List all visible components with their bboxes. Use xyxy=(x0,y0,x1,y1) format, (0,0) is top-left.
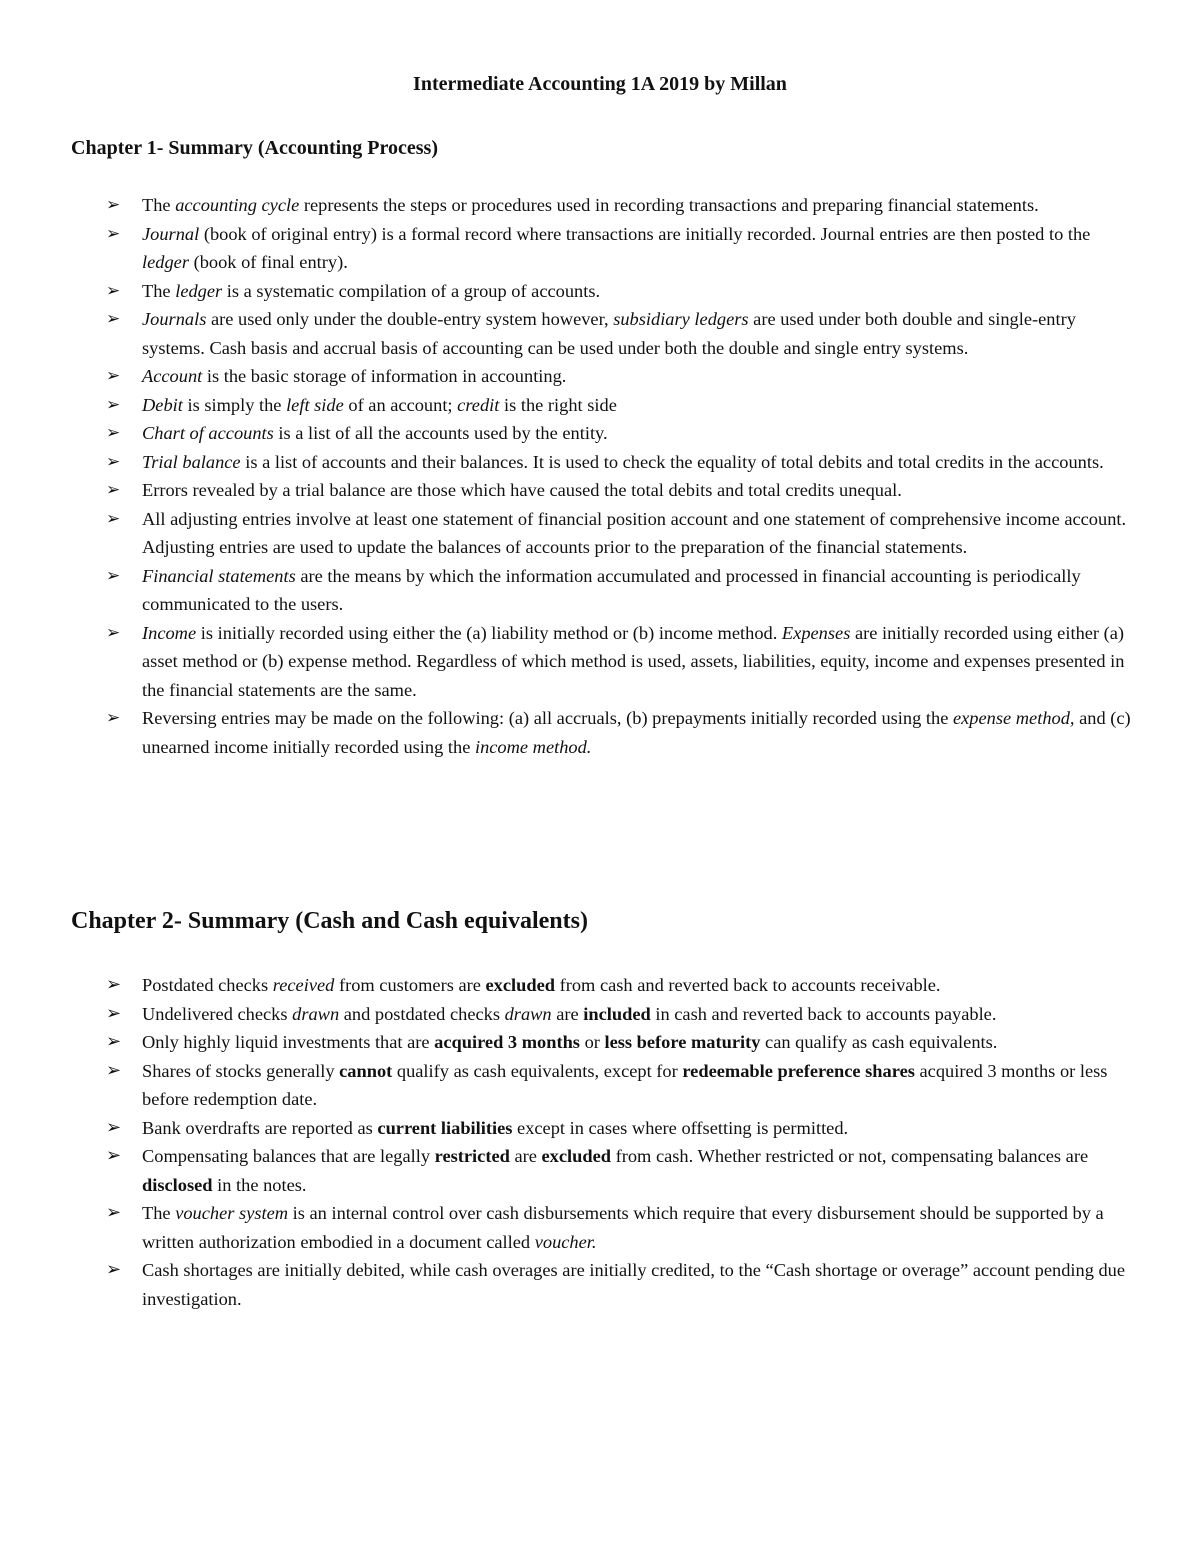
bullet-text: can qualify as cash equivalents. xyxy=(760,1032,998,1052)
bullet-text: are xyxy=(509,1146,542,1166)
bullet-text: Reversing entries may be made on the following: (a) all accruals, (b) prepayments initially recorded using the xyxy=(142,708,953,728)
bullet-text: and (c) unearned income initially recorded using the xyxy=(142,708,1131,757)
italic-term: ledger xyxy=(142,252,189,272)
bullet-text: is a list of all the accounts used by the entity. xyxy=(273,423,608,443)
chapter-1-bullet-item xyxy=(0,704,1200,761)
arrowhead-bullet-icon: ➢ xyxy=(106,309,121,329)
italic-term: Account xyxy=(142,366,203,386)
italic-term: ledger xyxy=(175,280,223,301)
bullet-text: is an internal control over cash disbursements which require that every disbursement should be supported by a written authorization embodied in a document called xyxy=(142,1203,1104,1252)
bullet-text: Postdated checks xyxy=(142,975,273,995)
chapter-1-bullet-item xyxy=(0,505,1200,562)
italic-term: left side xyxy=(286,394,344,415)
chapter-1-bullet-item xyxy=(0,277,1200,306)
arrowhead-bullet-icon: ➢ xyxy=(106,974,122,995)
arrowhead-bullet-icon: ➢ xyxy=(106,508,121,529)
bullet-text: Compensating balances that are legally xyxy=(142,1146,435,1166)
chapter-1-bullet-item xyxy=(0,362,1200,391)
italic-term: Expenses xyxy=(781,622,851,643)
chapter-1-bullet-item xyxy=(0,476,1200,505)
bullet-text: The xyxy=(142,1203,176,1223)
bullet-text: or xyxy=(579,1032,605,1052)
chapter-1-bullet-item xyxy=(0,619,1200,705)
bullet-text: Shares of stocks generally xyxy=(142,1060,340,1081)
bullet-text: Cash shortages are initially debited, while cash overages are initially credited, to the “Cash shortage or overage” account pending due investigation. xyxy=(142,1260,1126,1309)
chapter-2-bullet-item xyxy=(0,971,1200,1000)
arrowhead-bullet-icon: ➢ xyxy=(106,366,121,386)
arrowhead-bullet-icon: ➢ xyxy=(106,565,121,586)
bold-term: redeemable preference shares xyxy=(682,1060,915,1081)
bullet-text: are initially recorded using either (a) asset method or (b) expense method. Regardless of which method is used, assets, liabilities, equity, income and expenses presented in the financial statements are the same. xyxy=(142,622,1125,700)
chapter-2-heading: Chapter 2- Summary (Cash and Cash equivalents) xyxy=(71,908,588,934)
italic-term: Trial balance xyxy=(142,451,241,472)
italic-term: Journal xyxy=(142,223,200,244)
arrowhead-bullet-icon: ➢ xyxy=(106,423,121,443)
arrowhead-bullet-icon: ➢ xyxy=(106,280,121,301)
italic-term: voucher system xyxy=(175,1203,289,1223)
italic-term: accounting cycle xyxy=(175,195,300,215)
arrowhead-bullet-icon: ➢ xyxy=(106,622,121,643)
bold-term: acquired 3 months xyxy=(434,1032,580,1052)
italic-term: Chart of accounts xyxy=(142,423,274,443)
bullet-text: are xyxy=(551,1003,584,1024)
chapter-2-bullet-item xyxy=(0,1199,1200,1256)
arrowhead-bullet-icon: ➢ xyxy=(106,394,121,415)
arrowhead-bullet-icon: ➢ xyxy=(106,1202,122,1223)
bullet-text: in cash and reverted back to accounts payable. xyxy=(650,1003,997,1024)
italic-term: Income xyxy=(142,622,197,643)
chapter-1-bullet-item xyxy=(0,562,1200,619)
italic-term: received xyxy=(272,975,335,995)
arrowhead-bullet-icon: ➢ xyxy=(106,195,121,215)
bullet-text: except in cases where offsetting is permitted. xyxy=(512,1117,849,1138)
chapter-2-bullet-item xyxy=(0,1142,1200,1199)
bullet-text: All adjusting entries involve at least one statement of financial position account and one statement of comprehensive income account. Adjusting entries are used to update the balances of accounts prior to the preparation of the financial statements. xyxy=(142,508,1127,557)
chapter-1-bullet-item xyxy=(0,305,1200,362)
bold-term: less before maturity xyxy=(604,1032,761,1052)
bullet-text: The xyxy=(142,195,176,215)
bullet-text: of an account; xyxy=(343,394,458,415)
italic-term: income method. xyxy=(474,736,592,757)
bold-term: disclosed xyxy=(142,1174,213,1195)
italic-term: Debit xyxy=(142,394,183,415)
bold-term: restricted xyxy=(434,1146,510,1166)
chapter-1-bullet-item xyxy=(0,448,1200,477)
bullet-text: from cash and reverted back to accounts receivable. xyxy=(555,975,941,995)
chapter-2-bullet-item xyxy=(0,1114,1200,1143)
arrowhead-bullet-icon: ➢ xyxy=(106,223,121,244)
chapter-2-bullet-item xyxy=(0,1057,1200,1114)
arrowhead-bullet-icon: ➢ xyxy=(106,1145,122,1166)
bold-term: current liabilities xyxy=(377,1117,513,1138)
arrowhead-bullet-icon: ➢ xyxy=(106,480,121,500)
italic-term: voucher. xyxy=(534,1231,597,1252)
bullet-text: is simply the xyxy=(182,394,287,415)
bullet-text: Errors revealed by a trial balance are those which have caused the total debits and total credits unequal. xyxy=(142,480,902,500)
bold-term: included xyxy=(583,1003,651,1024)
bullet-text: is initially recorded using either the (a) liability method or (b) income method. xyxy=(196,622,782,643)
bullet-text: Bank overdrafts are reported as xyxy=(142,1117,378,1138)
italic-term: subsidiary ledgers xyxy=(613,309,749,329)
chapter-1-bullet-item xyxy=(0,220,1200,277)
bullet-text: is a list of accounts and their balances. It is used to check the equality of total debits and total credits in the accounts. xyxy=(240,451,1104,472)
bullet-text: are used only under the double-entry system however, xyxy=(206,309,614,329)
chapter-1-bullet-item xyxy=(0,191,1200,220)
bullet-text: represents the steps or procedures used in recording transactions and preparing financial statements. xyxy=(299,195,1039,215)
chapter-1-bullet-list xyxy=(0,191,1200,761)
bullet-text: in the notes. xyxy=(212,1174,307,1195)
bullet-text: (book of final entry). xyxy=(188,252,348,272)
arrowhead-bullet-icon: ➢ xyxy=(106,1002,122,1024)
bold-term: cannot xyxy=(339,1060,393,1081)
bullet-text: from customers are xyxy=(334,975,486,995)
bullet-text: Undelivered checks xyxy=(142,1003,293,1024)
arrowhead-bullet-icon: ➢ xyxy=(106,1116,122,1138)
bullet-text: qualify as cash equivalents, except for xyxy=(392,1060,683,1081)
chapter-1-bullet-item xyxy=(0,391,1200,420)
italic-term: expense method, xyxy=(952,708,1075,728)
bullet-text: The xyxy=(142,280,176,301)
chapter-2-bullet-item xyxy=(0,1000,1200,1029)
italic-term: Financial statements xyxy=(142,565,296,586)
bullet-text: Only highly liquid investments that are xyxy=(142,1032,435,1052)
arrowhead-bullet-icon: ➢ xyxy=(106,1031,122,1052)
arrowhead-bullet-icon: ➢ xyxy=(106,1259,122,1280)
bullet-text: is a systematic compilation of a group of accounts. xyxy=(222,280,601,301)
chapter-2-bullet-list xyxy=(0,971,1200,1313)
chapter-1-heading: Chapter 1- Summary (Accounting Process) xyxy=(71,137,439,159)
italic-term: Journals xyxy=(142,309,207,329)
chapter-2-bullet-item xyxy=(0,1028,1200,1057)
chapter-2-bullet-item xyxy=(0,1256,1200,1313)
italic-term: drawn xyxy=(504,1003,552,1024)
italic-term: credit xyxy=(457,394,500,415)
bullet-text: (book of original entry) is a formal record where transactions are initially recorded. Journal entries are then posted to the xyxy=(199,223,1091,244)
bullet-text: and postdated checks xyxy=(339,1003,505,1024)
bold-term: excluded xyxy=(485,975,555,995)
document-title: Intermediate Accounting 1A 2019 by Millan xyxy=(413,73,787,95)
arrowhead-bullet-icon: ➢ xyxy=(106,451,121,472)
chapter-1-bullet-item xyxy=(0,419,1200,448)
italic-term: drawn xyxy=(292,1003,340,1024)
bullet-text: is the right side xyxy=(499,394,617,415)
bullet-text: are used under both double and single-entry systems. Cash basis and accrual basis of accounting can be used under both the double and single entry systems. xyxy=(142,309,1076,358)
arrowhead-bullet-icon: ➢ xyxy=(106,708,121,728)
arrowhead-bullet-icon: ➢ xyxy=(106,1059,122,1081)
bullet-text: are the means by which the information accumulated and processed in financial accounting is periodically communicated to the users. xyxy=(142,565,1081,614)
bullet-text: is the basic storage of information in accounting. xyxy=(202,366,567,386)
bullet-text: acquired 3 months or less before redemption date. xyxy=(142,1060,1108,1109)
bullet-text: from cash. Whether restricted or not, compensating balances are xyxy=(611,1146,1089,1166)
bold-term: excluded xyxy=(541,1146,611,1166)
